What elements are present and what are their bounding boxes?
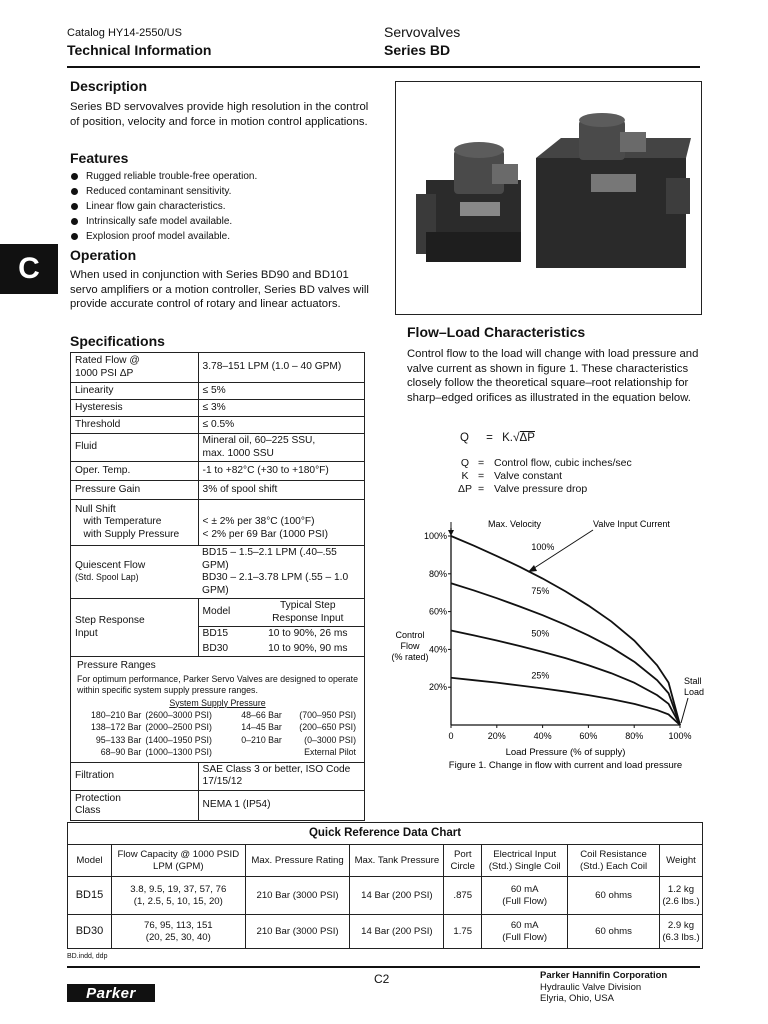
flow-gpm: (1, 2.5, 5, 10, 15, 20) [133, 895, 223, 907]
y-tick-label: 40% [428, 644, 447, 655]
flow-cell [111, 877, 245, 915]
sqrt-icon: √ [512, 430, 520, 444]
max-pressure-cell: 210 Bar (3000 PSI) [245, 915, 350, 949]
spec-value: ≤ 3% [198, 400, 364, 417]
quiescent-bd15: BD15 – 1.5–2.1 LPM (.40–.55 GPM) [202, 547, 337, 571]
eq-equals: = [486, 432, 493, 444]
step-model: BD30 [202, 642, 229, 654]
series-label: 25% [531, 670, 550, 681]
def-k: Valve constant [494, 470, 563, 482]
x-axis-label: Load Pressure (% of supply) [505, 747, 626, 758]
parker-logo: Parker [67, 984, 155, 1002]
tank-pressure-cell: 14 Bar (200 PSI) [350, 877, 444, 915]
series-line [451, 536, 680, 725]
eq-q: Q [460, 432, 469, 444]
product-photo [395, 81, 702, 315]
x-tick-label: 40% [533, 731, 552, 741]
series-label: 100% [531, 542, 555, 553]
spec-label: Pressure Gain [71, 481, 199, 500]
quick-reference-title: Quick Reference Data Chart [68, 823, 703, 845]
max-velocity-label: Max. Velocity [488, 519, 542, 529]
spec-value [198, 500, 364, 546]
range-psi: (1000–1300 PSI) [145, 747, 212, 757]
operation-text: When used in conjunction with Series BD90 and BD101 servo amplifiers or a motion controller, Series BD valves will provide accurate control of rotary and linear actuators. [70, 269, 369, 310]
null-shift-supply-value: < 2% per 69 Bar (1000 PSI) [202, 528, 328, 540]
tank-pressure-cell: 14 Bar (200 PSI) [350, 915, 444, 949]
null-shift-temp-label: with Temperature [83, 516, 162, 528]
series-line [451, 678, 680, 725]
def-k-symbol: K [461, 470, 469, 482]
division-name: Hydraulic Valve Division [540, 982, 642, 993]
electrical-note: (Full Flow) [502, 895, 548, 907]
quiescent-sub-label: (Std. Spool Lap) [75, 572, 139, 582]
null-shift-label: Null Shift [75, 503, 116, 515]
coil-cell: 60 ohms [568, 915, 660, 949]
company-name: Parker Hannifin Corporation [540, 970, 668, 981]
def-equals: = [478, 470, 485, 482]
valve-input-current-label: Valve Input Current [593, 519, 670, 529]
y-axis-label: Flow [400, 641, 420, 651]
feature-item: Rugged reliable trouble-free operation. [70, 169, 370, 184]
column-header: Model [68, 845, 112, 877]
y-tick-label: 60% [428, 606, 447, 617]
y-axis-label: (% rated) [391, 652, 429, 662]
feature-item: Intrinsically safe model available. [70, 214, 370, 229]
spec-label: Linearity [71, 383, 199, 400]
range-psi: (2000–2500 PSI) [145, 722, 212, 732]
column-header: Max. Tank Pressure [350, 845, 444, 877]
series-label: 50% [531, 628, 550, 639]
step-model: BD15 [202, 628, 229, 639]
electrical-input: 60 mA [510, 884, 539, 895]
x-tick-label: 20% [487, 731, 506, 741]
table-row [68, 915, 703, 949]
def-dp-symbol: ΔP [457, 483, 473, 495]
spec-label: Filtration [71, 762, 199, 790]
def-q: Control flow, cubic inches/sec [494, 457, 632, 469]
weight-lbs: (2.6 lbs.) [662, 895, 700, 907]
column-header: Max. Pressure Rating [245, 845, 350, 877]
null-shift-temp-value: < ± 2% per 38°C (100°F) [202, 516, 315, 528]
arrow-head-icon [448, 530, 454, 536]
spec-label: Threshold [71, 417, 199, 434]
spec-label [71, 790, 199, 820]
max-pressure-cell: 210 Bar (3000 PSI) [245, 877, 350, 915]
spec-value: 3.78–151 LPM (1.0 – 40 GPM) [198, 353, 364, 383]
port-circle-cell: 1.75 [444, 915, 482, 949]
range-bar: 138–172 Bar [90, 722, 142, 732]
weight-cell [659, 877, 702, 915]
def-dp: Valve pressure drop [494, 483, 588, 495]
weight-kg: 1.2 kg [667, 884, 695, 895]
step-response-cell [198, 599, 364, 657]
step-response-table [199, 599, 364, 656]
x-tick-label: 80% [625, 731, 644, 741]
page-number: C2 [374, 972, 390, 986]
range-bar: 180–210 Bar [90, 709, 142, 720]
x-tick-label: 100% [668, 731, 692, 741]
x-tick-label: 60% [579, 731, 598, 741]
weight-kg: 2.9 kg [667, 920, 695, 931]
eq-k: K [502, 432, 510, 444]
y-tick-label: 20% [428, 682, 447, 693]
catalog-number: Catalog HY14-2550/US [67, 27, 182, 39]
technical-information-title: Technical Information [67, 42, 212, 58]
flow-lpm: 3.8, 9.5, 19, 37, 57, 76 [130, 884, 227, 895]
column-header: Coil Resistance (Std.) Each Coil [568, 845, 660, 877]
system-supply-title: System Supply Pressure [169, 697, 266, 708]
model-cell: BD30 [68, 915, 112, 949]
spec-label [71, 546, 199, 599]
x-tick-label: 0 [448, 731, 454, 741]
spec-value: SAE Class 3 or better, ISO Code 17/15/12 [198, 762, 364, 790]
pressure-ranges-label: Pressure Ranges [77, 660, 156, 671]
table-header-row [68, 845, 703, 877]
spec-label [71, 500, 199, 546]
fluid-value-2: max. 1000 SSU [202, 447, 274, 459]
features-list [70, 169, 370, 244]
flow-gpm: (20, 25, 30, 40) [145, 931, 211, 943]
def-equals: = [478, 457, 485, 469]
load-label: Load [684, 687, 705, 697]
weight-lbs: (6.3 lbs.) [662, 931, 700, 943]
equation-definitions [452, 457, 632, 496]
spec-value [198, 546, 364, 599]
range-bar: 68–90 Bar [100, 747, 142, 757]
spec-value: ≤ 0.5% [198, 417, 364, 434]
electrical-cell [482, 877, 568, 915]
rated-flow-label-2: 1000 PSI ΔP [75, 367, 134, 379]
section-tab: C [0, 244, 58, 294]
spec-value [198, 434, 364, 462]
file-reference: BD.indd, ddp [67, 953, 108, 960]
range-psi: (2600–3000 PSI) [145, 709, 212, 720]
flow-load-text: Control flow to the load will change with load pressure and valve current as shown in figure 1. These characteristics closely follow the theoretical square–root relationship for sharp–edged orifices as illustrated in the equation below. [407, 348, 699, 404]
header-rule [67, 66, 700, 68]
spec-value: 3% of spool shift [198, 481, 364, 500]
rated-flow-label: Rated Flow @ [75, 355, 140, 366]
range-bar: 14–45 Bar [241, 722, 282, 732]
description-heading: Description [70, 78, 148, 94]
range-psi: (1400–1950 PSI) [145, 734, 212, 745]
product-name: Servovalves [384, 24, 461, 40]
electrical-cell [482, 915, 568, 949]
location: Elyria, Ohio, USA [540, 993, 614, 1004]
quiescent-bd30: BD30 – 2.1–3.78 LPM (.55 – 1.0 GPM) [202, 572, 349, 596]
feature-item: Reduced contaminant sensitivity. [70, 184, 370, 199]
step-typical-header-2: Response Input [272, 612, 344, 624]
flow-load-heading: Flow–Load Characteristics [407, 324, 586, 340]
column-header: Electrical Input (Std.) Single Coil [482, 845, 568, 877]
step-value: 10 to 90%, 26 ms [268, 628, 348, 639]
footer-rule [67, 966, 700, 968]
pressure-ranges-cell [71, 657, 365, 763]
equation: Q = K.√ΔP [460, 430, 535, 444]
spec-label [71, 353, 199, 383]
specifications-table [70, 352, 365, 821]
arrow-head-icon [528, 565, 537, 572]
feature-item: Linear flow gain characteristics. [70, 199, 370, 214]
electrical-note: (Full Flow) [502, 931, 548, 943]
range-psi: (700–950 PSI) [299, 709, 356, 720]
features-heading: Features [70, 150, 129, 166]
servovalves-image [396, 82, 701, 314]
table-row [68, 877, 703, 915]
feature-item: Explosion proof model available. [70, 229, 370, 244]
stall-label: Stall [684, 676, 702, 686]
electrical-input: 60 mA [510, 920, 539, 931]
range-psi: (200–650 PSI) [299, 722, 356, 732]
quiescent-label: Quiescent Flow [75, 559, 146, 571]
spec-label: Hysteresis [71, 400, 199, 417]
step-model-header: Model [199, 599, 252, 627]
description-text: Series BD servovalves provide high resolution in the control of position, velocity and force in motion control applications. [70, 101, 369, 128]
def-equals: = [478, 483, 485, 495]
spec-value: ≤ 5% [198, 383, 364, 400]
stall-arrow [681, 698, 688, 723]
pressure-ranges-table [77, 709, 358, 759]
spec-label [71, 599, 199, 657]
range-psi: External Pilot [304, 747, 356, 757]
port-circle-cell: .875 [444, 877, 482, 915]
spec-value: NEMA 1 (IP54) [198, 790, 364, 820]
spec-value: -1 to +82°C (+30 to +180°F) [198, 462, 364, 481]
spec-label: Fluid [71, 434, 199, 462]
flow-lpm: 76, 95, 113, 151 [143, 920, 213, 931]
series-label: 75% [531, 586, 550, 597]
range-bar: 95–133 Bar [95, 734, 142, 745]
fluid-value-1: Mineral oil, 60–225 SSU, [202, 435, 316, 446]
pressure-ranges-note: For optimum performance, Parker Servo Valves are designed to operate within specific system supply pressure ranges. [77, 673, 358, 695]
weight-cell [659, 915, 702, 949]
column-header: Weight [659, 845, 702, 877]
range-psi: (0–3000 PSI) [304, 734, 356, 745]
step-typical-header-1: Typical Step [280, 600, 336, 611]
eq-dp: ΔP [519, 432, 535, 444]
range-bar: 48–66 Bar [241, 709, 282, 720]
column-header: Flow Capacity @ 1000 PSID LPM (GPM) [111, 845, 245, 877]
model-cell: BD15 [68, 877, 112, 915]
series-name: Series BD [384, 42, 451, 58]
step-typical-header [252, 599, 364, 627]
null-shift-supply-label: with Supply Pressure [83, 528, 180, 540]
protection-label-1: Protection [75, 792, 121, 804]
range-bar [229, 746, 283, 759]
flow-load-chart [388, 510, 705, 810]
y-tick-label: 80% [428, 568, 447, 579]
step-value: 10 to 90%, 90 ms [268, 642, 348, 654]
def-q-symbol: Q [460, 457, 470, 469]
operation-heading: Operation [70, 247, 137, 263]
protection-label-2: Class [75, 805, 101, 816]
flow-cell [111, 915, 245, 949]
coil-cell: 60 ohms [568, 877, 660, 915]
y-tick-label: 100% [423, 531, 447, 541]
figure-caption: Figure 1. Change in flow with current and load pressure [448, 760, 683, 771]
column-header: Port Circle [444, 845, 482, 877]
spec-label: Oper. Temp. [71, 462, 199, 481]
step-label-1: Step Response [75, 615, 145, 626]
step-label-2: Input [75, 627, 98, 639]
specifications-heading: Specifications [70, 333, 165, 349]
range-bar: 0–210 Bar [241, 734, 282, 745]
series-line [451, 628, 680, 726]
quick-reference-table [67, 822, 703, 949]
y-axis-label: Control [395, 630, 425, 640]
